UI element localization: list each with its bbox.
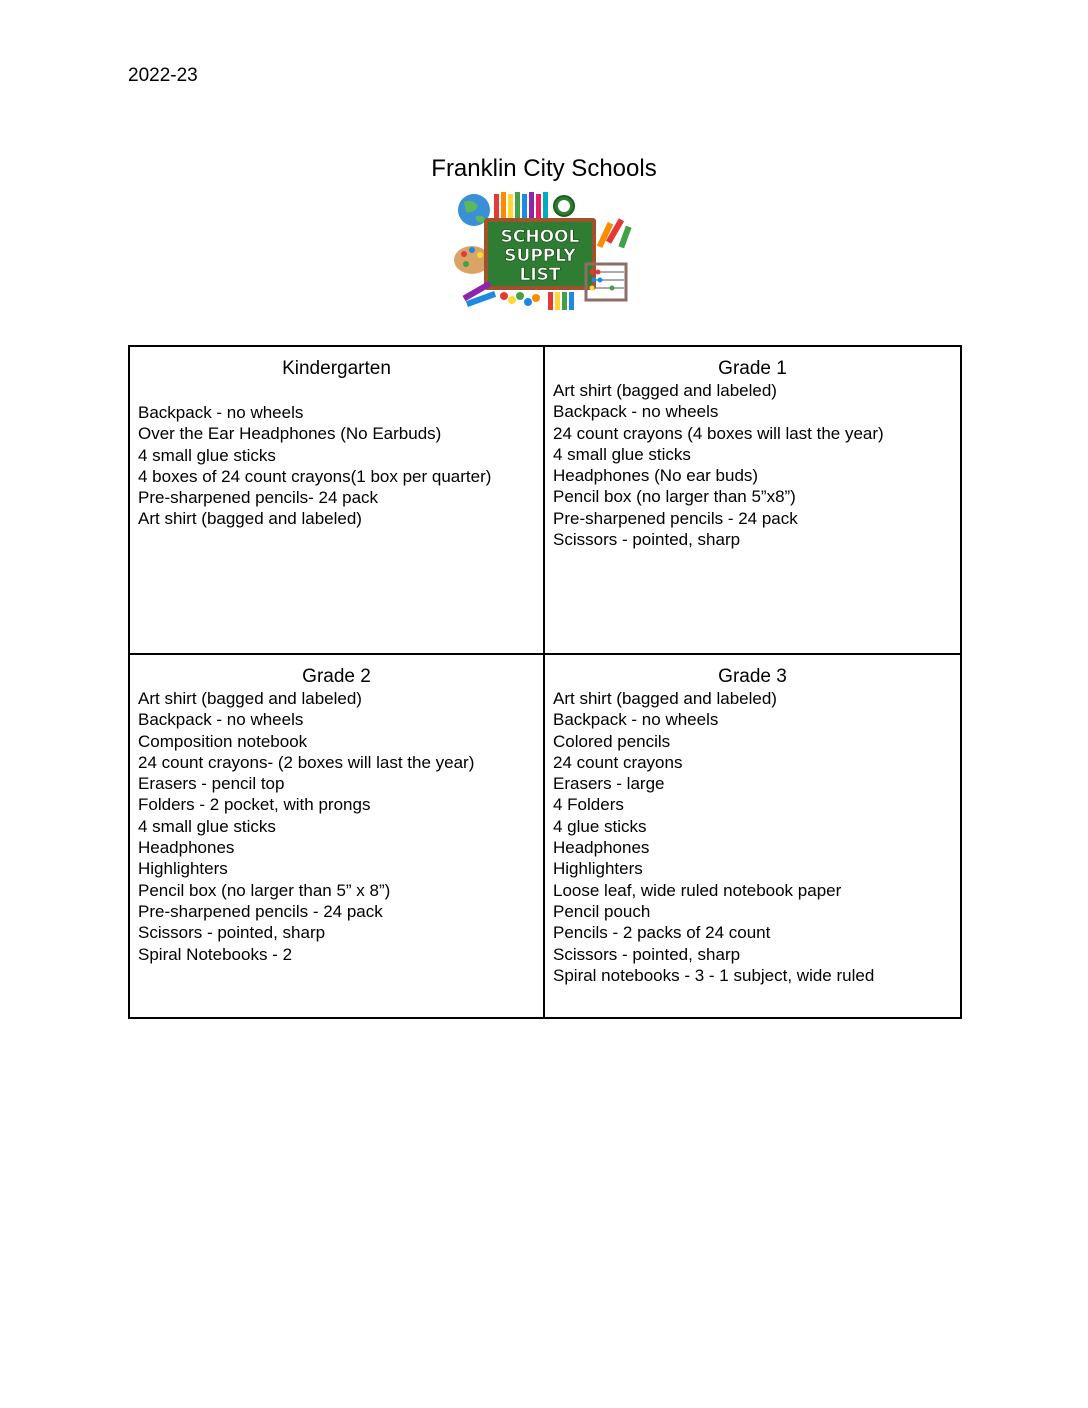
supply-list-table: [128, 345, 962, 1019]
supply-item: Pencils - 2 packs of 24 count: [553, 923, 771, 943]
section-heading: Grade 2: [302, 666, 371, 687]
supply-item: Backpack - no wheels: [138, 710, 304, 730]
supply-item: Highlighters: [553, 859, 643, 879]
supply-item: Pre-sharpened pencils - 24 pack: [553, 508, 798, 528]
supply-item: Art shirt (bagged and labeled): [138, 509, 362, 529]
supply-list: [138, 402, 535, 530]
supply-item: Erasers - pencil top: [138, 774, 285, 794]
supply-item: Over the Ear Headphones (No Earbuds): [138, 424, 442, 444]
supply-item: 4 Folders: [553, 795, 624, 815]
supply-item: Pre-sharpened pencils - 24 pack: [138, 901, 383, 921]
supply-item: Backpack - no wheels: [553, 710, 719, 730]
supply-item: 24 count crayons: [553, 752, 683, 772]
supply-item: Headphones: [138, 838, 235, 858]
supply-item: Highlighters: [138, 859, 228, 879]
supply-item: 4 small glue sticks: [138, 816, 276, 836]
supply-item: Pencil box (no larger than 5”x8”): [553, 487, 796, 507]
supply-item: Scissors - pointed, sharp: [138, 923, 326, 943]
supply-list: [553, 380, 952, 550]
section-heading: Grade 1: [718, 358, 787, 379]
school-year: 2022-23: [128, 65, 198, 86]
supply-list: [553, 688, 952, 986]
supply-item: Spiral Notebooks - 2: [138, 944, 293, 964]
section-heading: Kindergarten: [282, 358, 391, 379]
supply-item: Backpack - no wheels: [553, 402, 719, 422]
supply-item: Colored pencils: [553, 731, 671, 751]
supply-item: Scissors - pointed, sharp: [553, 530, 741, 550]
logo-line-1: SCHOOL: [500, 227, 580, 247]
supply-item: 4 glue sticks: [553, 816, 647, 836]
supply-item: Loose leaf, wide ruled notebook paper: [553, 880, 842, 900]
supply-item: Pre-sharpened pencils- 24 pack: [138, 488, 379, 508]
section-grade-3: [545, 655, 960, 1017]
section-grade-2: [130, 655, 545, 1017]
supply-item: Pencil box (no larger than 5” x 8”): [138, 880, 391, 900]
supply-item: Erasers - large: [553, 774, 665, 794]
supply-item: Folders - 2 pocket, with prongs: [138, 795, 371, 815]
supply-item: 4 boxes of 24 count crayons(1 box per quarter): [138, 466, 492, 486]
supply-item: Headphones: [553, 838, 650, 858]
supply-item: 24 count crayons (4 boxes will last the year): [553, 423, 884, 443]
supply-item: 4 small glue sticks: [553, 444, 691, 464]
supply-list: [138, 688, 535, 965]
school-supply-list-logo: [452, 192, 638, 312]
section-kindergarten: [130, 347, 545, 655]
supply-item: Backpack - no wheels: [138, 403, 304, 422]
supply-item: 4 small glue sticks: [138, 445, 276, 465]
page-title: Franklin City Schools: [431, 155, 657, 182]
section-heading: Grade 3: [718, 666, 787, 687]
supply-item: Art shirt (bagged and labeled): [553, 689, 777, 708]
logo-line-2: SUPPLY: [504, 246, 576, 266]
logo-line-3: LIST: [519, 265, 561, 285]
supply-item: Spiral notebooks - 3 - 1 subject, wide ruled: [553, 965, 875, 985]
supply-item: Headphones (No ear buds): [553, 466, 759, 486]
section-grade-1: [545, 347, 960, 655]
supply-item: 24 count crayons- (2 boxes will last the year): [138, 752, 475, 772]
supply-item: Art shirt (bagged and labeled): [138, 689, 362, 708]
supply-item: Composition notebook: [138, 731, 308, 751]
supply-item: Pencil pouch: [553, 901, 651, 921]
supply-item: Scissors - pointed, sharp: [553, 944, 741, 964]
supply-item: Art shirt (bagged and labeled): [553, 381, 777, 400]
